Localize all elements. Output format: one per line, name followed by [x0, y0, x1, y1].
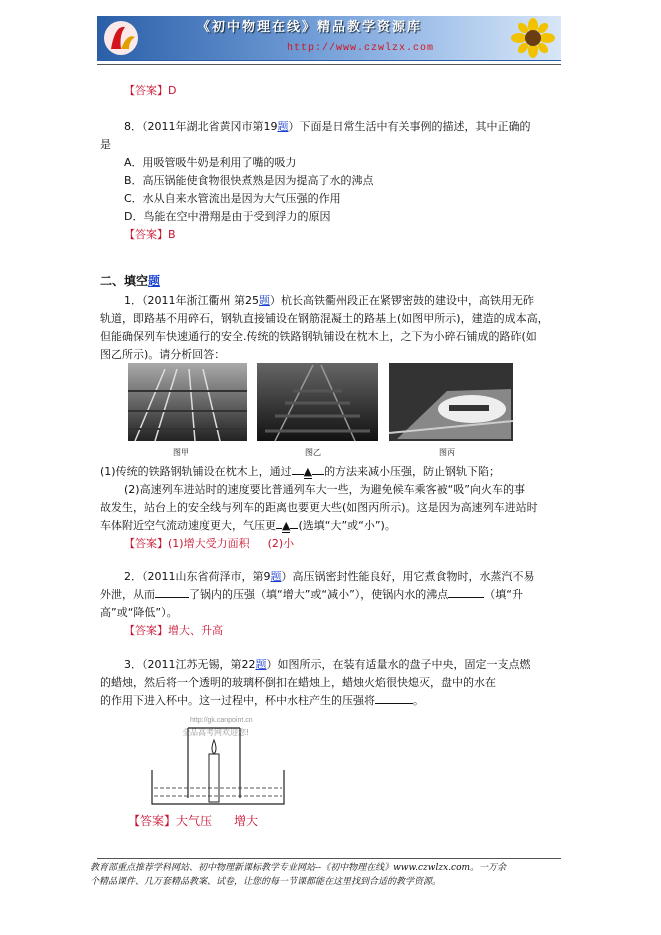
- fill2-line1: [124, 568, 586, 586]
- section-title: [100, 272, 562, 290]
- fill1-sub1-text: (1)传统的铁路钢轨铺设在枕木上，通过: [100, 465, 292, 478]
- fill3-line1-text-2: ）如图所示，在装有适量水的盘子中央，固定一支点燃: [266, 658, 531, 671]
- banner-url[interactable]: http://www.czwlzx.com: [287, 43, 435, 54]
- q8-option-d: D．鸟能在空中滑翔是由于受到浮力的原因: [124, 210, 331, 223]
- fill1-line1-text: 1．（2011年浙江衢州 第25: [124, 294, 259, 307]
- q8-stem: [124, 118, 586, 136]
- fill3-answer-2: 增大: [234, 814, 259, 828]
- photo-bing: [387, 361, 515, 461]
- section-title-link[interactable]: 题: [148, 274, 161, 288]
- fill3-line1-text: 3．（2011江苏无锡，第22: [124, 658, 256, 671]
- fill1-sub2-text: 车体附近空气流动速度更大，气压更: [100, 519, 276, 532]
- fill1-line2: 轨道，即路基不用碎石，钢轨直接铺设在钢筋混凝土的路基上(如图甲所示)，建造的成本高，: [100, 312, 549, 325]
- header-divider: [97, 64, 561, 65]
- q8-option-c: C．水从自来水管流出是因为大气压强的作用: [124, 192, 341, 205]
- banner-title: 《初中物理在线》精品教学资源库: [197, 20, 423, 35]
- footer-divider: [97, 858, 561, 859]
- q8-option-a: A．用吸管吸牛奶是利用了嘴的吸力: [124, 156, 297, 169]
- q8-question-link[interactable]: 题: [277, 120, 289, 133]
- fill3-line3-text: 的作用下进入杯中。这一过程中，杯中水柱产生的压强将: [100, 694, 375, 707]
- fill2-blank-1[interactable]: [155, 597, 189, 598]
- sunflower-icon: [507, 18, 559, 58]
- fill1-line1: [124, 292, 586, 310]
- q8-stem-line2: 是: [100, 138, 111, 151]
- fill1-sub2-text-2: (选填“大”或“小”)。: [298, 519, 396, 532]
- fill1-sub2-line1: (2)高速列车进站时的速度要比普通列车大一些，为避免候车乘客被“吸”向火车的事: [124, 483, 525, 496]
- fill3-question-link[interactable]: 题: [255, 658, 267, 671]
- fill1-sub1: [100, 463, 562, 481]
- fill2-answer: 【答案】增大、升高: [124, 624, 223, 637]
- fill3-line3-text-2: 。: [413, 694, 424, 707]
- photo-yi: [255, 361, 380, 461]
- fill2-line1-text: 2．（2011山东省荷泽市，第9: [124, 570, 271, 583]
- fill1-sub2-line3: [100, 517, 562, 535]
- site-logo-icon: [101, 19, 141, 57]
- fill1-line3: 但能确保列车快速通行的安全.传统的铁路钢轨铺设在枕木上，之下为小碎石铺成的路砟(如: [100, 330, 537, 343]
- fill1-sub1-text-2: 的方法来减小压强，防止钢轨下陷；: [324, 465, 501, 478]
- fill2-question-link[interactable]: 题: [270, 570, 282, 583]
- fill1-answer-tag: 【答案】: [124, 537, 168, 550]
- fill2-line1-text-2: ）高压锅密封性能良好，用它煮食物时，水蒸汽不易: [281, 570, 535, 583]
- footer-line1: 教育部重点推荐学科网站、初中物理新课标教学专业网站--《初中物理在线》www.czwlzx.com。一万余: [90, 863, 507, 873]
- fill1-answer-1: (1)增大受力面积: [168, 537, 250, 550]
- fill3-blank[interactable]: [375, 703, 413, 704]
- photo-label-yi: 图乙: [305, 448, 321, 457]
- q7-answer: 【答案】D: [124, 84, 177, 97]
- fill3-answer-tag: 【答案】: [128, 814, 177, 828]
- candle-diagram: [150, 704, 300, 810]
- fill1-line4: 图乙所示)。请分析回答：: [100, 348, 226, 361]
- candle-icon: [209, 740, 219, 802]
- fill1-sub1-blank-right: [312, 474, 324, 475]
- photo-label-bing: 图丙: [439, 448, 455, 457]
- fill1-line1-text-2: ）杭长高铁衢州段正在紧锣密鼓的建设中，高铁用无砟: [270, 294, 534, 307]
- q8-answer: 【答案】B: [124, 228, 176, 241]
- fill3-line1: [124, 656, 586, 674]
- fill2-line2: [100, 586, 562, 604]
- fill1-answer-2: (2)小: [267, 537, 295, 550]
- fill1-sub2-mark[interactable]: ▲: [282, 519, 291, 532]
- watermark-welcome: 全品高考网欢迎您!: [182, 728, 250, 737]
- fill2-line2-text-2: 了锅内的压强（填“增大”或“减小”），使锅内水的沸点: [189, 588, 449, 601]
- fill1-answer: [124, 535, 586, 553]
- fill2-line2-text-3: （填“升: [484, 588, 523, 601]
- fill1-sub2-line2: 故发生，站台上的安全线与列车的距离也要更大些(如图丙所示)。这是因为高速列车进站时: [100, 501, 538, 514]
- fill1-sub1-blank-left: [292, 474, 304, 475]
- section-title-text: 二、填空: [100, 274, 149, 288]
- photo-label-jia: 图甲: [173, 448, 189, 457]
- fill2-line2-text: 外泄，从而: [100, 588, 155, 601]
- watermark-url: http://gk.canpoint.cn: [190, 717, 253, 724]
- fill1-sub1-mark[interactable]: ▲: [303, 465, 313, 478]
- fill3-line2: 的蜡烛，然后将一个透明的玻璃杯倒扣在蜡烛上，蜡烛火焰很快熄灭，盘中的水在: [100, 676, 496, 689]
- fill1-question-link[interactable]: 题: [259, 294, 270, 307]
- q8-stem-text: 8．（2011年湖北省黄冈市第19: [124, 120, 278, 133]
- fill2-blank-2[interactable]: [448, 597, 484, 598]
- q8-option-b: B．高压锅能使食物很快煮熟是因为提高了水的沸点: [124, 174, 374, 187]
- fill2-line3: 高”或“降低”）。: [100, 606, 178, 619]
- footer-line2: 个精品课件、几万套精品教案、试卷，让您的每一节课都能在这里找到合适的教学资源。: [90, 877, 442, 887]
- fill3-answer-1: 大气压: [176, 814, 213, 828]
- site-banner: [97, 16, 561, 61]
- fill3-answer: [128, 812, 590, 830]
- railway-photos: [125, 361, 515, 461]
- q8-stem-text-2: ）下面是日常生活中有关事例的描述，其中正确的: [288, 120, 531, 133]
- photo-jia: [125, 361, 250, 461]
